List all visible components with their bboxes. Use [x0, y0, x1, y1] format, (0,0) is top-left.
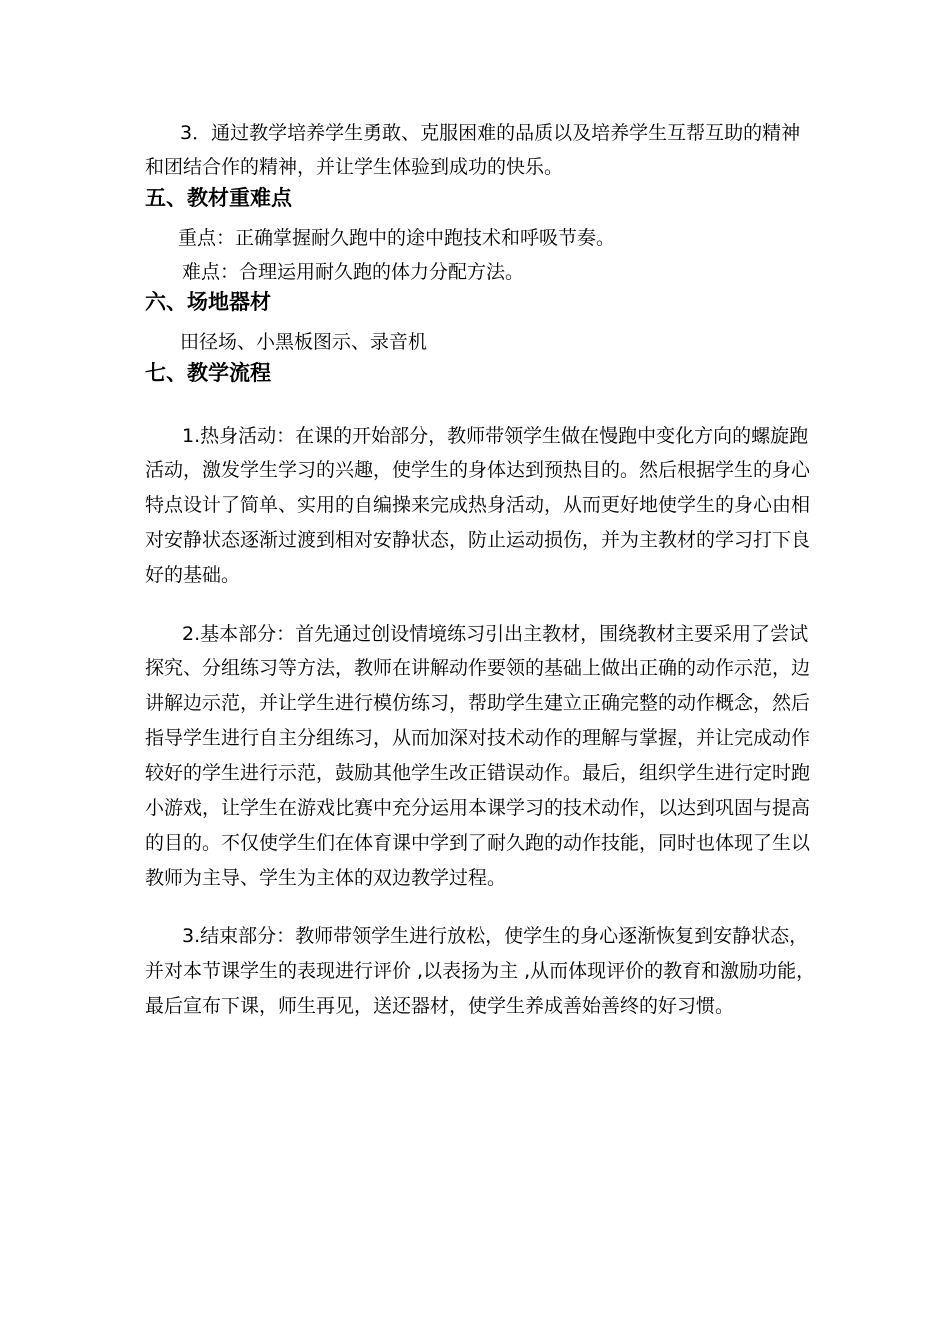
section7-heading: 七、教学流程	[145, 361, 271, 385]
p2-line: 小游戏，让学生在游戏比赛中充分运用本课学习的技术动作，以达到巩固与提高	[145, 797, 811, 819]
section5-heading: 五、教材重难点	[145, 186, 292, 210]
section6-heading: 六、场地器材	[145, 290, 271, 314]
p1-line: 特点设计了简单、实用的自编操来完成热身活动，从而更好地使学生的身心由相	[145, 494, 811, 516]
p2-line: 较好的学生进行示范，鼓励其他学生改正错误动作。最后，组织学生进行定时跑	[145, 762, 811, 784]
p3-line: 最后宣布下课，师生再见，送还器材，使学生养成善始善终的好习惯。	[145, 995, 735, 1017]
p1-line: 1.热身活动：在课的开始部分，教师带领学生做在慢跑中变化方向的螺旋跑	[182, 425, 809, 447]
p2-line: 教师为主导、学生为主体的双边教学过程。	[145, 867, 507, 889]
intro-line-2: 和团结合作的精神，并让学生体验到成功的快乐。	[145, 156, 564, 178]
p1-line: 活动，激发学生学习的兴趣，使学生的身体达到预热目的。然后根据学生的身心	[145, 459, 811, 481]
p2-line: 指导学生进行自主分组练习，从而加深对技术动作的理解与掌握，并让完成动作	[145, 727, 811, 749]
key-point: 重点：正确掌握耐久跑中的途中跑技术和呼吸节奏。	[178, 227, 616, 249]
p3-line: 并对本节课学生的表现进行评价 ,以表扬为主 ,从而体现评价的教育和激励功能，	[145, 960, 816, 982]
p3-line: 3.结束部分：教师带领学生进行放松，使学生的身心逐渐恢复到安静状态，	[182, 925, 809, 947]
intro-line-1: 3．通过教学培养学生勇敢、克服困难的品质以及培养学生互帮互助的精神	[180, 122, 801, 144]
p1-line: 对安静状态逐渐过渡到相对安静状态，防止运动损伤，并为主教材的学习打下良	[145, 529, 811, 551]
p2-line: 探究、分组练习等方法，教师在讲解动作要领的基础上做出正确的动作示范，边	[145, 657, 811, 679]
p2-line: 2.基本部分：首先通过创设情境练习引出主教材，围绕教材主要采用了尝试	[182, 623, 809, 645]
p2-line: 的目的。不仅使学生们在体育课中学到了耐久跑的动作技能，同时也体现了生以	[145, 832, 811, 854]
difficult-point: 难点：合理运用耐久跑的体力分配方法。	[182, 261, 525, 283]
p1-line: 好的基础。	[145, 564, 241, 586]
p2-line: 讲解边示范，并让学生进行模仿练习，帮助学生建立正确完整的动作概念，然后	[145, 692, 811, 714]
equipment-list: 田径场、小黑板图示、录音机	[180, 331, 428, 353]
